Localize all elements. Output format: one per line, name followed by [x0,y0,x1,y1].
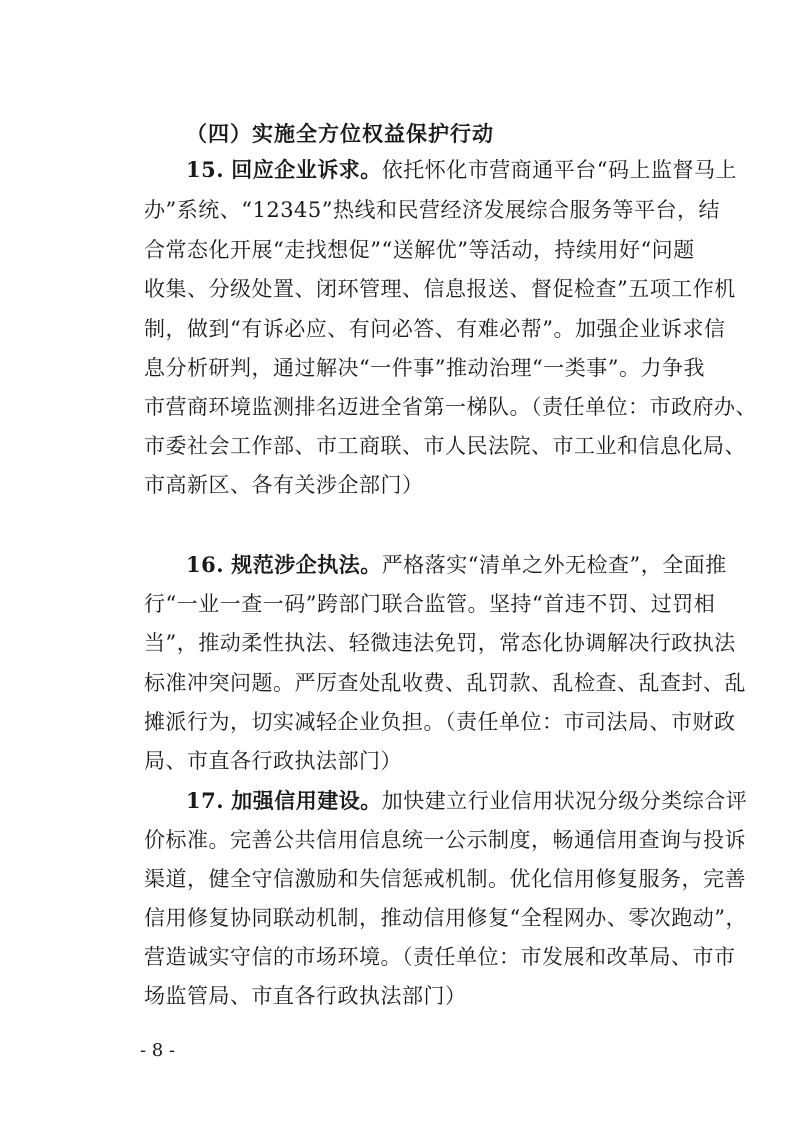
text-line: 标准冲突问题。严厉查处乱收费、乱罚款、乱检查、乱查封、乱 [144,671,746,695]
page-number: - 8 - [140,1040,176,1061]
section-heading: （四）实施全方位权益保护行动 [186,121,494,146]
text-line: 合常态化开展“走找想促”“送解优”等活动，持续用好“问题 [144,238,695,262]
item-17-first-line [186,786,748,816]
item-number: 15. [186,157,225,182]
item-15-first-line [186,155,737,185]
text-line: 价标准。完善公共信用信息统一公示制度，畅通信用查询与投诉 [144,828,746,852]
text-line: 市营商环境监测排名迈进全省第一梯队。（责任单位：市政府办、 [144,395,757,419]
item-number: 17. [186,788,225,813]
item-number: 16. [186,552,225,577]
text-line: 办”系统、“12345”热线和民营经济发展综合服务等平台，结 [144,198,721,222]
item-title: 规范涉企执法。 [231,552,382,577]
item-title: 回应企业诉求。 [231,157,382,182]
item-text: 严格落实“清单之外无检查”，全面推 [381,553,727,577]
item-text: 依托怀化市营商通平台“码上监督马上 [381,158,737,182]
text-line: 市委社会工作部、市工商联、市人民法院、市工业和信息化局、 [144,434,746,458]
item-16-first-line [186,550,727,580]
text-line: 息分析研判，通过解决“一件事”推动治理“一类事”。力争我 [144,356,705,380]
text-line: 市高新区、各有关涉企部门） [144,473,424,497]
item-title: 加强信用建设。 [231,788,382,813]
text-line: 当”，推动柔性执法、轻微违法免罚，常态化协调解决行政执法 [144,631,736,655]
text-line: 场监管局、市直各行政执法部门） [144,984,467,1008]
text-line: 信用修复协同联动机制，推动信用修复“全程网办、零次跑动”， [144,906,747,930]
text-line: 摊派行为，切实减轻企业负担。（责任单位：市司法局、市财政 [144,710,736,734]
text-line: 行“一业一查一码”跨部门联合监管。坚持“首违不罚、过罚相 [144,592,716,616]
text-line: 局、市直各行政执法部门） [144,749,402,773]
text-line: 营造诚实守信的市场环境。（责任单位：市发展和改革局、市市 [144,945,736,969]
text-line: 渠道，健全守信激励和失信惩戒机制。优化信用修复服务，完善 [144,867,746,891]
text-line: 制，做到“有诉必应、有问必答、有难必帮”。加强企业诉求信 [144,317,726,341]
item-text: 加快建立行业信用状况分级分类综合评 [381,789,748,813]
text-line: 收集、分级处置、闭环管理、信息报送、督促检查”五项工作机 [144,277,736,301]
